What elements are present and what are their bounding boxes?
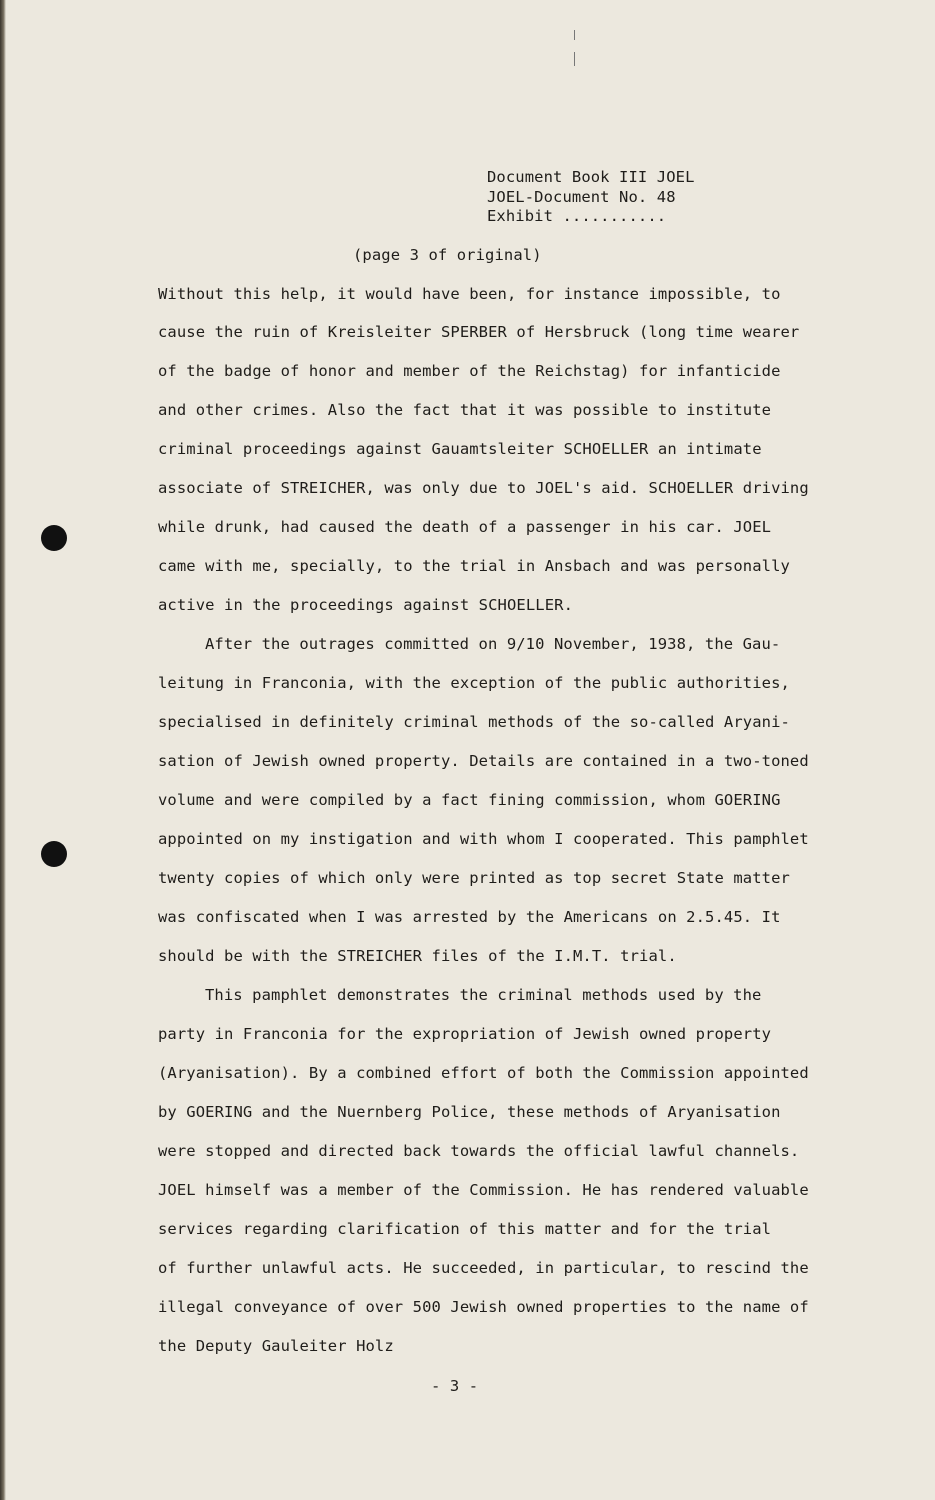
punch-hole xyxy=(41,525,67,551)
document-header xyxy=(487,168,695,227)
text-line: active in the proceedings against SCHOELLER. xyxy=(158,596,573,614)
text-line: were stopped and directed back towards the official lawful channels. xyxy=(158,1142,800,1160)
text-line: by GOERING and the Nuernberg Police, these methods of Aryanisation xyxy=(158,1103,781,1121)
pencil-mark xyxy=(574,52,575,66)
text-line: and other crimes. Also the fact that it was possible to institute xyxy=(158,401,772,419)
exhibit-label: Exhibit ........... xyxy=(487,207,667,225)
text-line: This pamphlet demonstrates the criminal methods used by the xyxy=(205,986,762,1004)
text-line: while drunk, had caused the death of a passenger in his car. JOEL xyxy=(158,518,772,536)
text-line: JOEL himself was a member of the Commission. He has rendered valuable xyxy=(158,1181,809,1199)
text-line: volume and were compiled by a fact fining commission, whom GOERING xyxy=(158,791,781,809)
page-edge-shadow xyxy=(0,0,6,1500)
text-line: of the badge of honor and member of the Reichstag) for infanticide xyxy=(158,362,781,380)
text-line: leitung in Franconia, with the exception of the public authorities, xyxy=(158,674,790,692)
text-line: should be with the STREICHER files of the I.M.T. trial. xyxy=(158,947,677,965)
document-book-label: Document Book III JOEL xyxy=(487,168,695,186)
text-line: After the outrages committed on 9/10 November, 1938, the Gau- xyxy=(205,635,781,653)
text-line: of further unlawful acts. He succeeded, in particular, to rescind the xyxy=(158,1259,809,1277)
text-line: cause the ruin of Kreisleiter SPERBER of Hersbruck (long time wearer xyxy=(158,323,800,341)
document-number-label: JOEL-Document No. 48 xyxy=(487,187,676,206)
text-line: (Aryanisation). By a combined effort of both the Commission appointed xyxy=(158,1064,809,1082)
text-line: the Deputy Gauleiter Holz xyxy=(158,1337,394,1355)
text-line: associate of STREICHER, was only due to JOEL's aid. SCHOELLER driving xyxy=(158,479,809,497)
text-line: illegal conveyance of over 500 Jewish owned properties to the name of xyxy=(158,1298,809,1316)
text-line: services regarding clarification of this matter and for the trial xyxy=(158,1220,772,1238)
original-page-reference: (page 3 of original) xyxy=(353,246,542,264)
text-line: was confiscated when I was arrested by the Americans on 2.5.45. It xyxy=(158,908,781,926)
text-line: specialised in definitely criminal methods of the so-called Aryani- xyxy=(158,713,790,731)
text-line: Without this help, it would have been, for instance impossible, to xyxy=(158,285,781,303)
text-line: sation of Jewish owned property. Details are contained in a two-toned xyxy=(158,752,809,770)
punch-hole xyxy=(41,841,67,867)
pencil-mark xyxy=(574,30,575,40)
text-line: criminal proceedings against Gauamtsleiter SCHOELLER an intimate xyxy=(158,440,762,458)
text-line: came with me, specially, to the trial in Ansbach and was personally xyxy=(158,557,790,575)
text-line: twenty copies of which only were printed as top secret State matter xyxy=(158,869,790,887)
text-line: appointed on my instigation and with whom I cooperated. This pamphlet xyxy=(158,830,809,848)
text-line: party in Franconia for the expropriation of Jewish owned property xyxy=(158,1025,772,1043)
page-number: - 3 - xyxy=(431,1377,479,1395)
